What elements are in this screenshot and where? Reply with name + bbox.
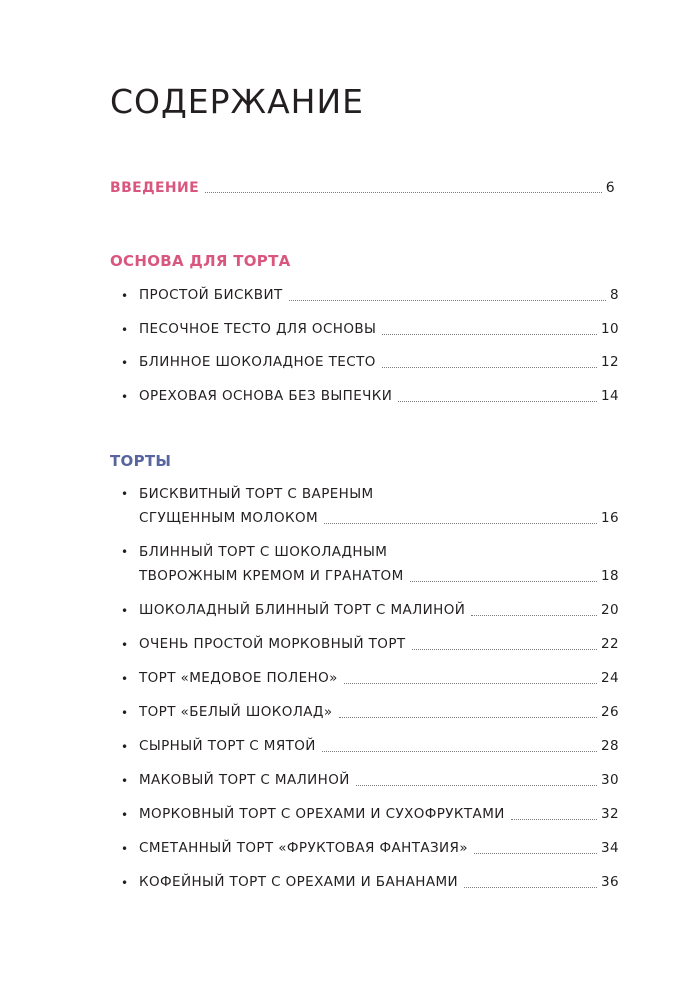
- bullet-icon: •: [121, 807, 129, 822]
- bullet-icon: •: [121, 389, 129, 404]
- bullet-icon: •: [121, 545, 129, 559]
- dot-leader: [398, 401, 597, 402]
- toc-entry-label: СМЕТАННЫЙ ТОРТ «ФРУКТОВАЯ ФАНТАЗИЯ»: [139, 840, 468, 856]
- bullet-icon: •: [121, 739, 129, 754]
- toc-entry[interactable]: [121, 604, 619, 618]
- dot-leader: [474, 853, 597, 854]
- toc-entry[interactable]: [121, 486, 619, 526]
- toc-entry-label: ОРЕХОВАЯ ОСНОВА БЕЗ ВЫПЕЧКИ: [139, 388, 393, 404]
- dot-leader: [382, 334, 597, 335]
- toc-entry[interactable]: [121, 323, 619, 337]
- toc-entry-page: 28: [601, 738, 619, 754]
- dot-leader: [289, 300, 606, 301]
- bullet-icon: •: [121, 671, 129, 686]
- toc-entry-page: 26: [601, 704, 619, 720]
- dot-leader: [382, 367, 597, 368]
- toc-entry[interactable]: [121, 876, 619, 890]
- toc-entry-label-line1: БЛИННЫЙ ТОРТ С ШОКОЛАДНЫМ: [139, 544, 388, 560]
- toc-entry-label: БЛИННОЕ ШОКОЛАДНОЕ ТЕСТО: [139, 354, 376, 370]
- toc-entry-page: 12: [601, 354, 619, 370]
- toc-entry-label: МОРКОВНЫЙ ТОРТ С ОРЕХАМИ И СУХОФРУКТАМИ: [139, 806, 505, 822]
- toc-entry-page: 18: [601, 568, 619, 584]
- toc-entry[interactable]: [121, 808, 619, 822]
- toc-entry-label: ВВЕДЕНИЕ: [110, 180, 200, 196]
- toc-entry-intro[interactable]: [110, 181, 615, 195]
- bullet-icon: •: [121, 355, 129, 370]
- toc-entry-page: 24: [601, 670, 619, 686]
- bullet-icon: •: [121, 705, 129, 720]
- toc-entry[interactable]: [121, 672, 619, 686]
- toc-entry-label: ТОРТ «БЕЛЫЙ ШОКОЛАД»: [139, 704, 333, 720]
- dot-leader: [356, 785, 597, 786]
- dot-leader: [410, 581, 597, 582]
- toc-entry-page: 20: [601, 602, 619, 618]
- bullet-icon: •: [121, 322, 129, 337]
- toc-entry[interactable]: [121, 289, 619, 303]
- toc-entry-label: КОФЕЙНЫЙ ТОРТ С ОРЕХАМИ И БАНАНАМИ: [139, 874, 459, 890]
- dot-leader: [322, 751, 597, 752]
- toc-entry-page: 36: [601, 874, 619, 890]
- toc-entry-page: 34: [601, 840, 619, 856]
- toc-entry-label: СГУЩЕННЫМ МОЛОКОМ: [139, 510, 319, 526]
- section-heading-base: ОСНОВА ДЛЯ ТОРТА: [110, 252, 291, 270]
- toc-entry-page: 14: [601, 388, 619, 404]
- toc-entry-label: ТОРТ «МЕДОВОЕ ПОЛЕНО»: [139, 670, 338, 686]
- toc-entry-label: ШОКОЛАДНЫЙ БЛИННЫЙ ТОРТ С МАЛИНОЙ: [139, 602, 466, 618]
- toc-entry[interactable]: [121, 740, 619, 754]
- dot-leader: [205, 192, 602, 193]
- bullet-icon: •: [121, 841, 129, 856]
- bullet-icon: •: [121, 637, 129, 652]
- toc-entry-page: 30: [601, 772, 619, 788]
- bullet-icon: •: [121, 603, 129, 618]
- toc-entry[interactable]: [121, 842, 619, 856]
- toc-entry-label: ОЧЕНЬ ПРОСТОЙ МОРКОВНЫЙ ТОРТ: [139, 636, 406, 652]
- toc-entry-page: 10: [601, 321, 619, 337]
- toc-entry[interactable]: [121, 774, 619, 788]
- toc-entry-label: СЫРНЫЙ ТОРТ С МЯТОЙ: [139, 738, 316, 754]
- bullet-icon: •: [121, 773, 129, 788]
- toc-entry[interactable]: [121, 356, 619, 370]
- dot-leader: [464, 887, 597, 888]
- toc-entry[interactable]: [121, 706, 619, 720]
- toc-entry[interactable]: [121, 390, 619, 404]
- dot-leader: [511, 819, 597, 820]
- dot-leader: [339, 717, 597, 718]
- toc-entry-page: 32: [601, 806, 619, 822]
- toc-entry[interactable]: [121, 638, 619, 652]
- toc-entry-label: ПРОСТОЙ БИСКВИТ: [139, 287, 283, 303]
- dot-leader: [344, 683, 597, 684]
- toc-entry-page: 8: [610, 287, 619, 303]
- bullet-icon: •: [121, 288, 129, 303]
- dot-leader: [324, 523, 597, 524]
- toc-entry-label: ПЕСОЧНОЕ ТЕСТО ДЛЯ ОСНОВЫ: [139, 321, 377, 337]
- bullet-icon: •: [121, 487, 129, 501]
- dot-leader: [412, 649, 597, 650]
- toc-entry-label: МАКОВЫЙ ТОРТ С МАЛИНОЙ: [139, 772, 350, 788]
- toc-entry[interactable]: [121, 544, 619, 584]
- section-heading-cakes: ТОРТЫ: [110, 452, 172, 470]
- toc-entry-page: 22: [601, 636, 619, 652]
- toc-entry-page: 16: [601, 510, 619, 526]
- toc-entry-page: 6: [605, 180, 615, 196]
- page-title: СОДЕРЖАНИЕ: [110, 82, 365, 121]
- dot-leader: [471, 615, 597, 616]
- toc-entry-label: ТВОРОЖНЫМ КРЕМОМ И ГРАНАТОМ: [139, 568, 404, 584]
- bullet-icon: •: [121, 875, 129, 890]
- toc-entry-label-line1: БИСКВИТНЫЙ ТОРТ С ВАРЕНЫМ: [139, 486, 374, 502]
